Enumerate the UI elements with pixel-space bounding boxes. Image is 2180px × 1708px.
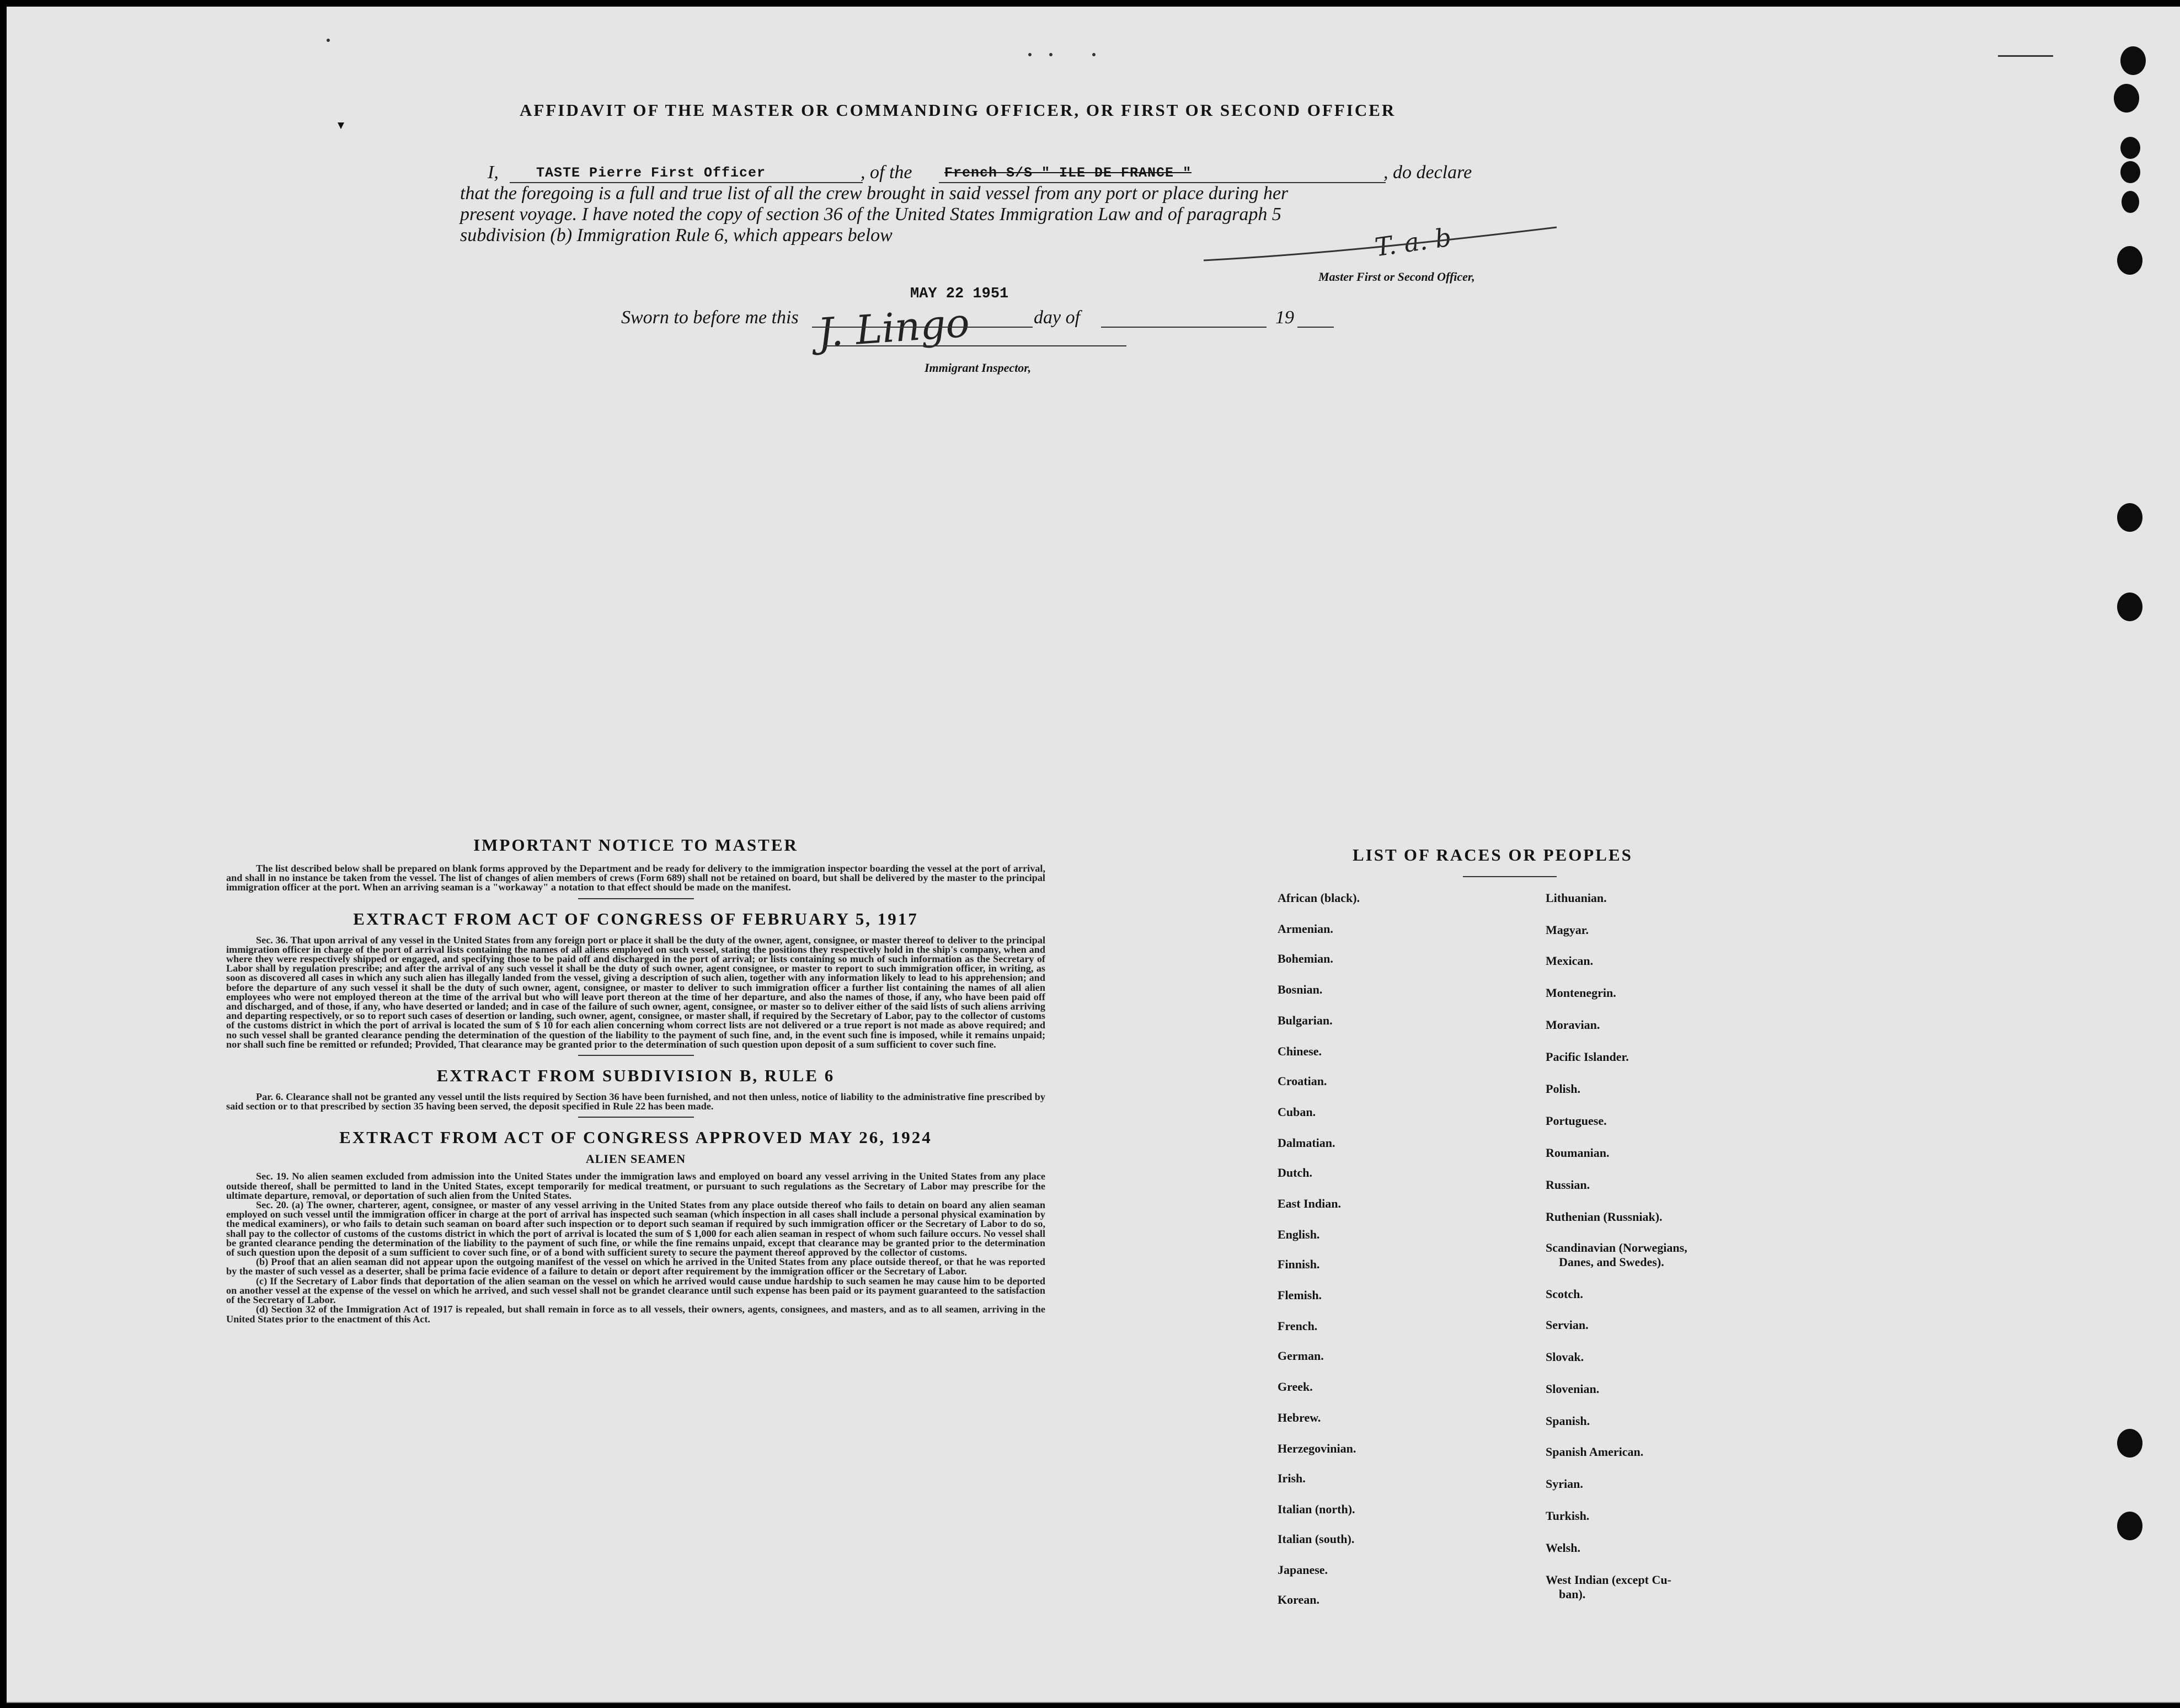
race-item: Finnish.	[1278, 1257, 1320, 1271]
sworn-date-underline	[812, 327, 1033, 328]
race-item: Hebrew.	[1278, 1411, 1321, 1424]
race-item: Flemish.	[1278, 1288, 1322, 1302]
notice-title: IMPORTANT NOTICE TO MASTER	[473, 835, 798, 855]
affidavit-of-the: , of the	[861, 162, 912, 183]
alien-seamen-subtitle: ALIEN SEAMEN	[585, 1152, 686, 1166]
race-item: Servian.	[1546, 1318, 1589, 1332]
section-20b-text: (b) Proof that an alien seaman did not appear upon the outgoing manifest of the vessel on which he arrived in the United States from any place outside thereof, or that he was reported by the master of such vessel as a deserter, shall be prima facie evidence of a failure to detain or deport after requirement by the immigration officer or the Secretary of Labor.	[226, 1256, 1045, 1277]
officer-name: TASTE Pierre First Officer	[536, 165, 766, 181]
punch-hole-icon	[2117, 1429, 2142, 1458]
officer-signature: T. a. b	[1372, 222, 1454, 263]
extract-1917-title: EXTRACT FROM ACT OF CONGRESS OF FEBRUARY 5, 1917	[353, 909, 918, 928]
race-item: Herzegovinian.	[1278, 1442, 1356, 1455]
punch-hole-icon	[2120, 137, 2140, 159]
race-item: Magyar.	[1546, 923, 1589, 937]
race-item: West Indian (except Cu-	[1546, 1573, 1671, 1587]
speck	[1049, 53, 1052, 56]
inspector-underline	[823, 345, 1126, 346]
section-36-text: Sec. 36. That upon arrival of any vessel in the United States from any foreign port or place it shall be the duty of the owner, agent, consignee, or master thereof to deliver to the principal immigration officer in charge of the port of arrival lists containing the names of all aliens employed on such vessel, stating the positions they respectively hold in the ship's company, when and where they were respectively shipped or engaged, and specifying those to be paid off and discharged in the port of arrival; or lists containing so much of such information as the Secretary of Labor shall by regulation prescribe; and after the arrival of any such vessel it shall be the duty of such owner, agent consignee, or master to report to such immigration officer, in writing, as soon as discovered all cases in which any such alien has illegally landed from the vessel, giving a description of such alien, together with any information likely to lead to his apprehension; and before the departure of any such vessel it shall be the duty of such owner, agent, consignee, or master to deliver to such immigration officer a further list containing the names of all alien employees who were not employed thereon at the time of the arrival but who will leave port thereon at the time of her departure, and also the names of those, if any, who have been paid off and discharged, and of those, if any, who have deserted or landed; and in case of the failure of such owner, agent, consignee, or master so to deliver either of the said lists of such aliens arriving and departing respectively, or so to report such cases of desertion or landing, such owner, agent, consignee, or master shall, if required by the Secretary of Labor, pay to the collector of customs of the customs district in which the port of arrival is located the sum of $ 10 for each alien concerning whom correct lists are not delivered or a true report is not made as above required; and no such vessel shall be granted clearance pending the determination of the question of the liability to the payment of such fine, and, in the event such fine is imposed, while it remains unpaid; nor shall such fine be remitted or refunded; Provided, That clearance may be granted prior to the determination of such question upon deposit of a sum sufficient to cover such fine.	[226, 934, 1045, 1050]
document-page	[7, 7, 2180, 1703]
race-item: Korean.	[1278, 1593, 1319, 1606]
race-item: Scotch.	[1546, 1287, 1583, 1301]
affidavit-body-line1: that the foregoing is a full and true list of all the crew brought in said vessel from any port or place during her	[460, 183, 1289, 204]
race-item: Spanish American.	[1546, 1445, 1644, 1459]
section-19-text: Sec. 19. No alien seamen excluded from admission into the United States under the immigration laws and employed on board any vessel arriving in the United States from any place outside thereof, shall be permitted to land in the United States, except temporarily for medical treatment, or pursuant to such regulations as the Secretary of Labor may prescribe for the ultimate departure, removal, or deportation of such alien from the United States.	[226, 1171, 1045, 1201]
subdivision-title: EXTRACT FROM SUBDIVISION B, RULE 6	[436, 1066, 835, 1086]
race-item: Slovenian.	[1546, 1382, 1600, 1396]
race-item: Roumanian.	[1546, 1146, 1610, 1160]
affidavit-i-label: I,	[488, 162, 499, 183]
signature-stroke-icon	[1198, 222, 1562, 266]
race-item: Croatian.	[1278, 1074, 1327, 1088]
sworn-day-label: day of	[1034, 307, 1081, 328]
race-item: Italian (north).	[1278, 1502, 1355, 1516]
race-item: Lithuanian.	[1546, 891, 1607, 905]
section-20d-text: (d) Section 32 of the Immigration Act of 1917 is repealed, but shall remain in force as to all vessels, their owners, agents, consignees, and masters, and as to all seamen, arriving in the United States prior to the enactment of this Act.	[226, 1304, 1045, 1325]
race-item: Pacific Islander.	[1546, 1050, 1629, 1064]
races-title: LIST OF RACES OR PEOPLES	[1353, 845, 1633, 864]
affidavit-body-line2: present voyage. I have noted the copy of section 36 of the United States Immigration Law and of paragraph 5	[460, 204, 1281, 225]
race-item: Italian (south).	[1278, 1532, 1355, 1546]
race-item: Bulgarian.	[1278, 1013, 1333, 1027]
race-item: French.	[1278, 1319, 1318, 1333]
divider	[578, 898, 694, 899]
sworn-month-underline	[1101, 327, 1267, 328]
race-item: Russian.	[1546, 1178, 1590, 1192]
punch-hole-icon	[2120, 161, 2140, 183]
race-item: Spanish.	[1546, 1414, 1590, 1428]
punch-hole-icon	[2117, 246, 2142, 275]
race-item: Polish.	[1546, 1082, 1580, 1096]
race-item: Mexican.	[1546, 954, 1594, 968]
affidavit-do-declare: , do declare	[1383, 162, 1472, 183]
affidavit-title: AFFIDAVIT OF THE MASTER OR COMMANDING OFFICER, OR FIRST OR SECOND OFFICER	[520, 100, 1396, 120]
race-item: Turkish.	[1546, 1509, 1590, 1523]
race-item: Dalmatian.	[1278, 1136, 1335, 1150]
speck	[327, 39, 330, 42]
race-item: East Indian.	[1278, 1197, 1341, 1210]
divider	[1463, 876, 1557, 877]
race-item: Armenian.	[1278, 922, 1333, 936]
race-item: Ruthenian (Russniak).	[1546, 1210, 1663, 1224]
race-item: Syrian.	[1546, 1477, 1583, 1491]
race-item: Slovak.	[1546, 1350, 1584, 1364]
inspector-signature: J. Lingo	[816, 299, 971, 356]
sworn-prefix: Sworn to before me this	[621, 307, 799, 328]
race-item: Chinese.	[1278, 1044, 1322, 1058]
affidavit-body-line3: subdivision (b) Immigration Rule 6, which appears below	[460, 225, 893, 245]
officer-caption: Master First or Second Officer,	[1318, 270, 1475, 284]
section-20c-text: (c) If the Secretary of Labor finds that deportation of the alien seaman on the vessel on which he arrived would cause undue hardship to such seamen he may cause him to be deported on another vessel at the expense of the vessel on which he arrived, and such vessel shall not be grandet clearance until such expense has been paid or its payment guaranteed to the satisfaction of the Secretary of Labor.	[226, 1275, 1045, 1306]
sworn-year-underline	[1297, 327, 1334, 328]
speck	[1028, 53, 1032, 56]
inspector-caption: Immigrant Inspector,	[925, 361, 1032, 375]
race-item: Scandinavian (Norwegians,	[1546, 1241, 1687, 1255]
race-item: Greek.	[1278, 1380, 1313, 1394]
punch-hole-icon	[2120, 46, 2146, 75]
paragraph-6-text: Par. 6. Clearance shall not be granted any vessel until the lists required by Section 36 have been furnished, and not then unless, notice of liability to the administrative fine prescribed by said section or to that prescribed by section 35 having been served, the deposit specified in Rule 22 has been made.	[226, 1091, 1045, 1112]
speck	[1092, 53, 1096, 56]
punch-hole-icon	[2117, 593, 2142, 621]
race-item: ban).	[1559, 1587, 1586, 1601]
notice-column	[226, 835, 1045, 1324]
section-20a-text: Sec. 20. (a) The owner, charterer, agent, consignee, or master of any vessel arriving in the United States from any place outside thereof who fails to detain on board any alien seaman employed on such vessel until the immigration officer in charge at the port of arrival has inspected such seaman (which inspection in all cases shall include a personal physical examination by the medical examiners), or who fails to detain such seaman on board after such inspection or to deport such seaman if required by such immigration officer or the Secretary of Labor to do so, shall pay to the collector of customs of the customs district in which the port of arrival is located the sum of $ 1,000 for each alien seaman in respect of whom such failure occurs. No vessel shall be granted clearance pending the determination of the liability to the payment of such fine, or while the fine remains unpaid, except that clearance may be granted prior to the determination of such question upon the deposit of a sum sufficient to cover such fine, or of a bond with sufficient surety to secure the payment thereof approved by the collector of customs.	[226, 1199, 1045, 1258]
race-item: English.	[1278, 1227, 1320, 1241]
punch-hole-icon	[2114, 84, 2139, 113]
race-item: Irish.	[1278, 1471, 1306, 1485]
race-item: Cuban.	[1278, 1105, 1316, 1119]
divider	[578, 1055, 694, 1056]
race-item: Moravian.	[1546, 1018, 1600, 1032]
race-item: African (black).	[1278, 891, 1360, 905]
punch-hole-icon	[2122, 191, 2139, 213]
divider	[578, 1117, 694, 1118]
punch-hole-icon	[2117, 503, 2142, 532]
notice-text: The list described below shall be prepared on blank forms approved by the Department and be ready for delivery to the immigration inspector boarding the vessel at the port of arrival, and shall in no instance be taken from the vessel. The list of changes of alien members of crews (Form 689) shall not be retained on board, but shall be delivered by the master to the principal immigration officer at the port. When an arriving seaman is a "workaway" a notation to that effect should be made on the manifest.	[226, 863, 1045, 893]
vessel-name: French S/S " ILE DE FRANCE "	[944, 165, 1192, 181]
race-item: Danes, and Swedes).	[1559, 1255, 1664, 1269]
speck-line	[1998, 55, 2053, 57]
sworn-year-label: 19	[1275, 307, 1294, 328]
race-item: Montenegrin.	[1546, 986, 1616, 1000]
race-item: Dutch.	[1278, 1166, 1312, 1179]
race-item: German.	[1278, 1349, 1324, 1363]
punch-hole-icon	[2117, 1512, 2142, 1540]
extract-1924-title: EXTRACT FROM ACT OF CONGRESS APPROVED MAY 26, 1924	[339, 1128, 932, 1147]
race-item: Bosnian.	[1278, 983, 1323, 996]
race-item: Japanese.	[1278, 1563, 1328, 1577]
race-item: Portuguese.	[1546, 1114, 1607, 1128]
race-item: Bohemian.	[1278, 952, 1333, 965]
received-stamp-date: MAY 22 1951	[910, 286, 1009, 302]
arrow-mark-icon	[338, 122, 344, 129]
race-item: Welsh.	[1546, 1541, 1580, 1555]
